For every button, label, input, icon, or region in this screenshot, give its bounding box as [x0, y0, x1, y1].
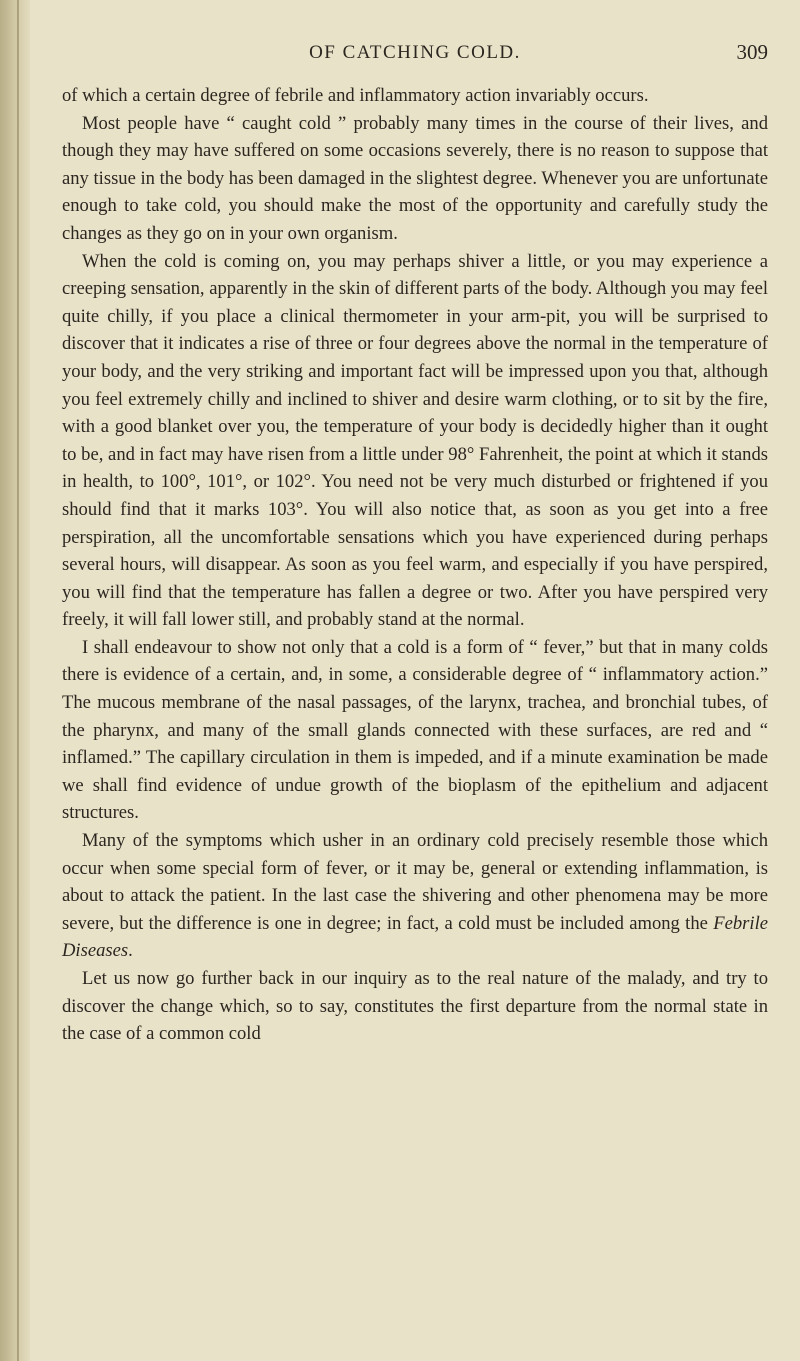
page-number: 309 [736, 40, 768, 64]
gutter-binding-line [17, 0, 19, 1361]
paragraph-6: Let us now go further back in our inquiry as to the real nature of the malady, and try to discover the change which, so to say, constitutes the first departure from the normal state in the case of a common cold [62, 968, 768, 1045]
paragraph-5 [62, 827, 768, 965]
book-page [62, 40, 768, 1048]
paragraph-1: of which a certain degree of febrile and inflammatory action invariably occurs. [62, 85, 649, 106]
paragraph-5-text: Many of the symptoms which usher in an ordinary cold precisely resemble those which occur when some special form of fever, or it may be, general or extending inflammation, is about to attack the patient. In the last case the shivering and other phenomena may be more severe, but the difference is one in degree; in fact, a cold must be included among the [62, 830, 768, 934]
body-text [62, 82, 768, 1048]
page-header [62, 40, 768, 70]
paragraph-5-end: . [128, 940, 133, 962]
paragraph-4: I shall endeavour to show not only that a cold is a form of “ fever,” but that in many colds there is evidence of a certain, and, in some, a considerable degree of “ inflammatory action.” The mucous membrane of the nasal passages, of the larynx, trachea, and bronchial tubes, of the pharynx, and many of the small glands connected with these surfaces, are red and “ inflamed.” The capillary circulation in them is impeded, and if a minute examination be made we shall find evidence of undue growth of the bioplasm of the epithelium and adjacent structures. [62, 636, 768, 824]
febrile-diseases-italic: Febrile Diseases [62, 912, 768, 962]
paragraph-3: When the cold is coming on, you may perhaps shiver a little, or you may experience a creeping sensation, apparently in the skin of different parts of the body. Although you may feel quite chilly, if you place a clinical thermometer in your arm-pit, you will be surprised to discover that it indicates a rise of three or four degrees above the normal in the temperature of your body, and the very striking and important fact will be impressed upon you that, although you feel extremely chilly and inclined to shiver and desire warm clothing, or to sit by the fire, with a good blanket over you, the temperature of your body is decidedly higher than it ought to be, and in fact may have risen from a little under 98° Fahrenheit, the point at which it stands in health, to 100°, 101°, or 102°. You need not be very much disturbed or frightened if you should find that it marks 103°. You will also notice that, as soon as you get into a free perspiration, all the uncomfortable sensations which you have experienced during perhaps several hours, will disappear. As soon as you feel warm, and especially if you have perspired, you will find that the temperature has fallen a degree or two. After you have perspired very freely, it will fall lower still, and probably stand at the normal. [62, 250, 768, 631]
running-head: OF CATCHING COLD. [309, 42, 521, 63]
book-gutter [0, 0, 30, 1361]
paragraph-2: Most people have “ caught cold ” probably many times in the course of their lives, and though they may have suffered on some occasions severely, there is no reason to suppose that any tissue in the body has been damaged in the slightest degree. Whenever you are unfortunate enough to take cold, you should make the most of the opportunity and carefully study the changes as they go on in your own organism. [62, 112, 768, 244]
